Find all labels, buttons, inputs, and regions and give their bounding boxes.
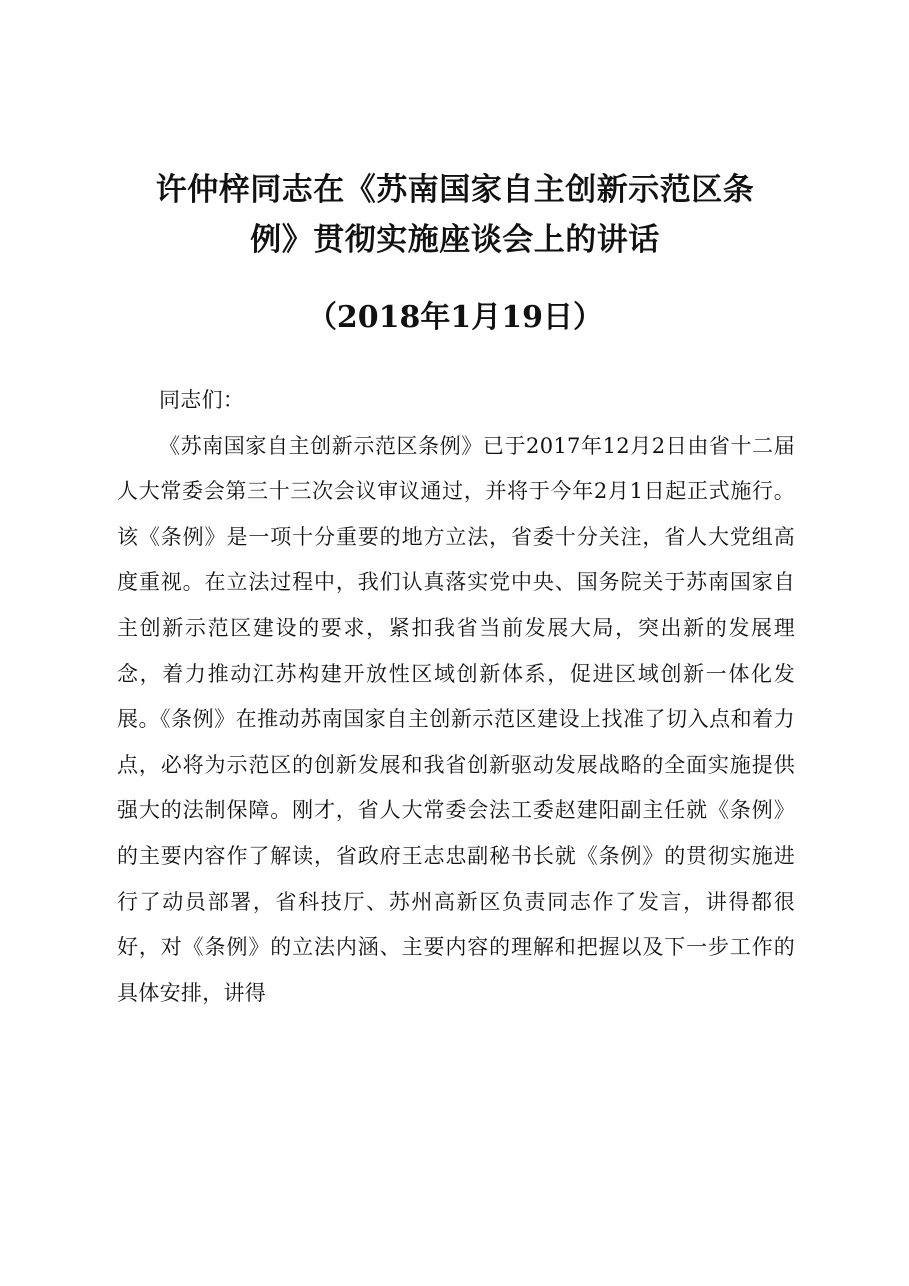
document-body [117, 378, 795, 1016]
speech-date: （2018年1月19日） [306, 300, 604, 335]
salutation: 同志们： [159, 388, 245, 412]
body-paragraph-1: 《苏南国家自主创新示范区条例》已于2017年12月2日由省十二届人大常委会第三十三次会议审议通过，并将于今年2月1日起正式施行。该《条例》是一项十分重要的地方立法，省委十分关注，省人大党组高度重视。在立法过程中，我们认真落实党中央、国务院关于苏南国家自主创新示范区建设的要求，紧扣我省当前发展大局，突出新的发展理念，着力推动江苏构建开放性区域创新体系，促进区域创新一体化发展。《条例》在推动苏南国家自主创新示范区建设上找准了切入点和着力点，必将为示范区的创新发展和我省创新驱动发展战略的全面实施提供强大的法制保障。刚才，省人大常委会法工委赵建阳副主任就《条例》的主要内容作了解读，省政府王志忠副秘书长就《条例》的贯彻实施进行了动员部署，省科技厅、苏州高新区负责同志作了发言，讲得都很好，对《条例》的立法内涵、主要内容的理解和把握以及下一步工作的具体安排，讲得 [117, 433, 795, 1005]
document-title [110, 165, 800, 265]
title-line-2: 例》贯彻实施座谈会上的讲话 [250, 222, 660, 258]
title-line-1: 许仲梓同志在《苏南国家自主创新示范区条 [155, 172, 755, 208]
